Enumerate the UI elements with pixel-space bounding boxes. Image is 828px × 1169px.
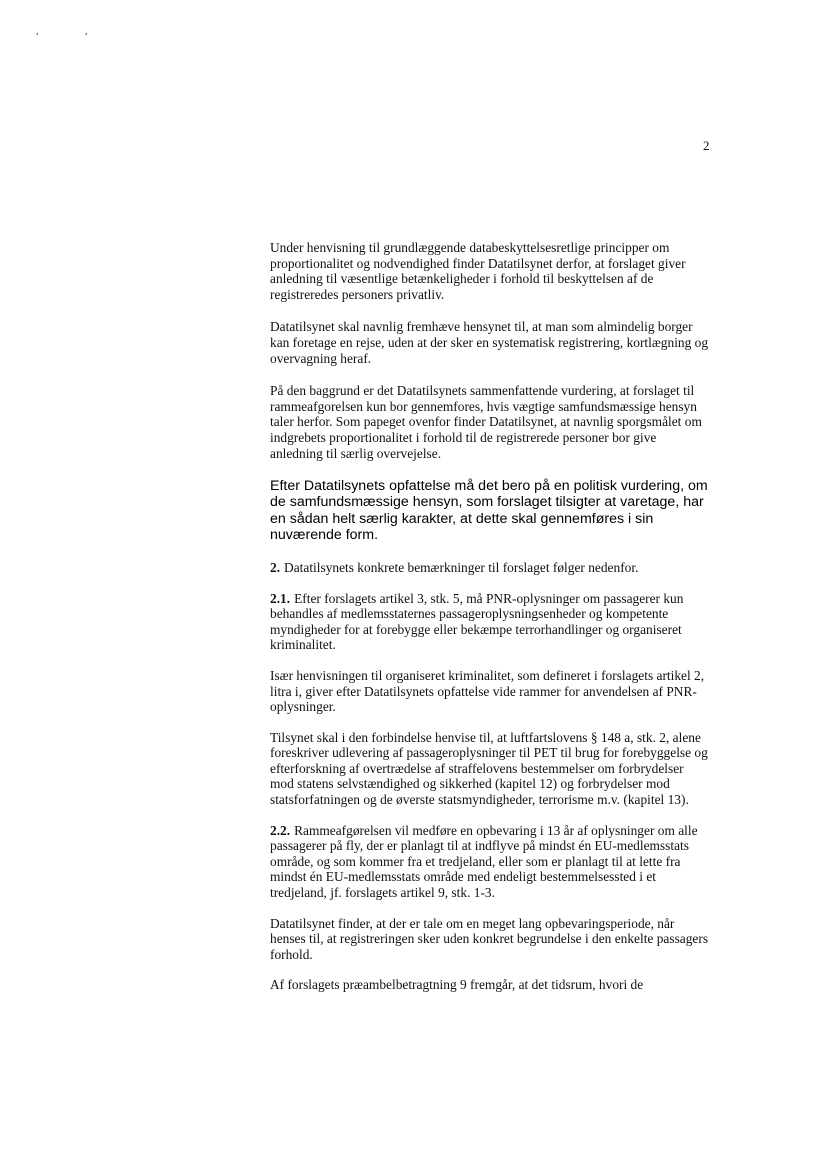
paragraph-2: Datatilsynet skal navnlig fremhæve hensynet til, at man som almindelig borger kan foretage en rejse, uden at der sker en systematisk registrering, kortlægning og overvagning heraf. [270, 319, 709, 366]
paragraph-1: Under henvisning til grundlæggende databeskyttelsesretlige principper om proportionalitet og nodvendighed finder Datatilsynet derfor, at forslaget giver anledning til væsentlige betænkeligheder i forhold til beskyttelsen af de registreredes personers privatliv. [270, 240, 686, 302]
paragraph-4: Efter Datatilsynets opfattelse må det bero på en politisk vurdering, om de samfundsmæssige hensyn, som forslaget tilsigter at varetage, har en sådan helt særlig karakter, at dette skal gennemføres i sin nuværende form. [270, 478, 708, 543]
page-number: 2 [703, 138, 710, 153]
section-number: 2.1. [270, 590, 291, 606]
section-text: Rammeafgørelsen vil medføre en opbevaring i 13 år af oplysninger om alle passagerer på fly, der er planlagt til at indflyve på mindst én EU-medlemsstats område, og som kommer fra et tredjeland, eller som er planlagt til at lette fra mindst én EU-medlemsstats område med endeligt bestemmelsessted i et tredjeland, jf. forslagets artikel 9, stk. 1-3. [270, 822, 698, 901]
section-text: Datatilsynets konkrete bemærkninger til forslaget følger nedenfor. [284, 559, 639, 575]
paragraph-10: Datatilsynet finder, at der er tale om en meget lang opbevaringsperiode, når henses til, at registreringen sker uden konkret begrundelse i den enkelte passagers forhold. [270, 915, 709, 962]
paragraph-8: Tilsynet skal i den forbindelse henvise til, at luftfartslovens § 148 a, stk. 2, alene foreskriver udlevering af passageroplysninger til PET til brug for forebyggelse og efterforskning af overtrædelse af straffelovens bestemmelser om forbrydelser mod statens selvstændighed og sikkerhed (kapitel 12) og forbrydelser mod statsforfatningen og de øverste statsmyndigheder, terrorisme m.v. (kapitel 13). [270, 729, 708, 808]
section-number: 2.2. [270, 822, 291, 838]
corner-marks: , , [36, 26, 110, 37]
paragraph-7: Især henvisningen til organiseret kriminalitet, som defineret i forslagets artikel 2, litra i, giver efter Datatilsynets opfattelse vide rammer for anvendelsen af PNR-oplysninger. [270, 667, 705, 715]
section-number: 2. [270, 559, 281, 575]
section-text: Efter forslagets artikel 3, stk. 5, må PNR-oplysninger om passagerer kun behandles af medlemsstaternes passageroplysningsenheder og kompetente myndigheder for at forebygge eller bekæmpe terrorhandlinger og organiseret kriminalitet. [270, 590, 684, 653]
paragraph-11: Af forslagets præambelbetragtning 9 fremgår, at det tidsrum, hvori de [270, 977, 644, 993]
section-2-2 [270, 823, 710, 901]
section-2-1 [270, 591, 710, 653]
section-2-intro [270, 560, 710, 576]
document-body [270, 240, 710, 1008]
paragraph-3: På den baggrund er det Datatilsynets sammenfattende vurdering, at forslaget til rammeafgorelsen kun bor gennemfores, hvis vægtige samfundsmæssige hensyn taler herfor. Som papeget ovenfor finder Datatilsynet, at navnlig sporgsmålet om indgrebets proportionalitet i forhold til de registrerede personer bor give anledning til særlig overvejelse. [270, 383, 702, 461]
